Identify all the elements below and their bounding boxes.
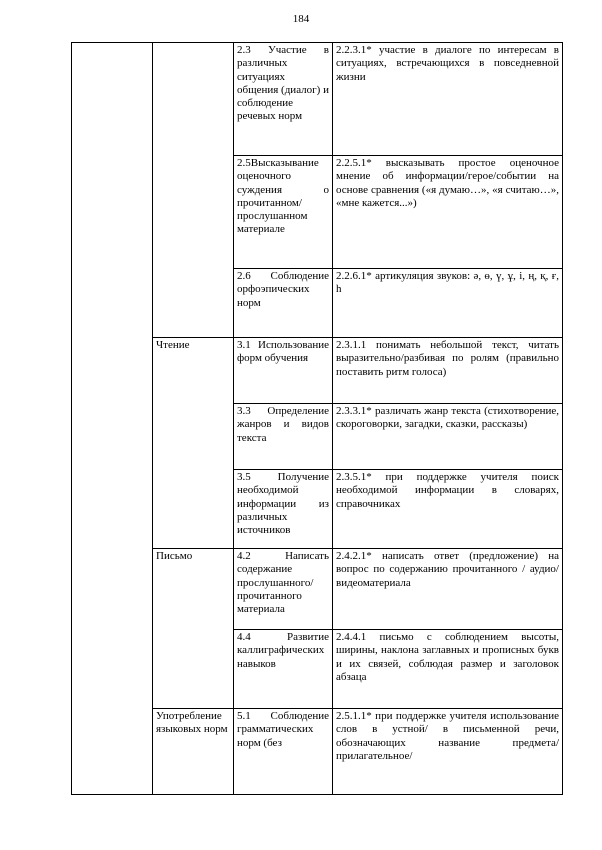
subsection-cell: 2.5Высказывание оценочного суждения о прочитанном/ прослушанном материале: [234, 156, 333, 269]
section-cell: Чтение: [153, 338, 234, 549]
table-row: [72, 43, 563, 156]
subsection-cell: 4.2 Написать содержание прослушанного/прочитанного материала: [234, 549, 333, 630]
objective-cell: 2.3.1.1 понимать небольшой текст, читать выразительно/разбивая по ролям (правильно поставить ритм голоса): [333, 338, 563, 404]
subsection-cell: 2.6 Соблюдение орфоэпических норм: [234, 269, 333, 338]
section-cell: [153, 43, 234, 338]
objective-cell: 2.2.3.1* участие в диалоге по интересам в ситуациях, встречающихся в повседневной жизни: [333, 43, 563, 156]
page-number: 184: [292, 13, 310, 25]
empty-margin-cell: [72, 43, 153, 795]
objective-cell: 2.3.5.1* при поддержке учителя поиск необходимой информации в словарях, справочниках: [333, 470, 563, 549]
subsection-cell: 3.5 Получение необходимой информации из различных источников: [234, 470, 333, 549]
subsection-cell: 2.3 Участие в различных ситуациях общения (диалог) и соблюдение речевых норм: [234, 43, 333, 156]
subsection-cell: 3.3 Определение жанров и видов текста: [234, 404, 333, 470]
objective-cell: 2.3.3.1* различать жанр текста (стихотворение, скороговорки, загадки, сказки, рассказы): [333, 404, 563, 470]
objective-cell: 2.4.2.1* написать ответ (предложение) на вопрос по содержанию прочитанного / аудио/видеоматериала: [333, 549, 563, 630]
objective-cell: 2.2.5.1* высказывать простое оценочное мнение об информации/герое/событии на основе сравнения («я думаю…», «я считаю…», «мне кажется...»): [333, 156, 563, 269]
subsection-cell: 4.4 Развитие каллиграфических навыков: [234, 630, 333, 709]
subsection-cell: 3.1 Использование форм обучения: [234, 338, 333, 404]
curriculum-table: [71, 42, 563, 795]
objective-cell: 2.5.1.1* при поддержке учителя использование слов в устной/ в письменной речи, обозначающих название предмета/ прилагательное/: [333, 709, 563, 795]
objective-cell: 2.2.6.1* артикуляция звуков: ә, ө, ү, ұ, і, ң, қ, ғ, һ: [333, 269, 563, 338]
objective-cell: 2.4.4.1 письмо с соблюдением высоты, ширины, наклона заглавных и прописных букв и их связей, соблюдая размер и заголовок абзаца: [333, 630, 563, 709]
subsection-cell: 5.1 Соблюдение грамматических норм (без: [234, 709, 333, 795]
section-cell: Письмо: [153, 549, 234, 709]
section-cell: Употребление языковых норм: [153, 709, 234, 795]
